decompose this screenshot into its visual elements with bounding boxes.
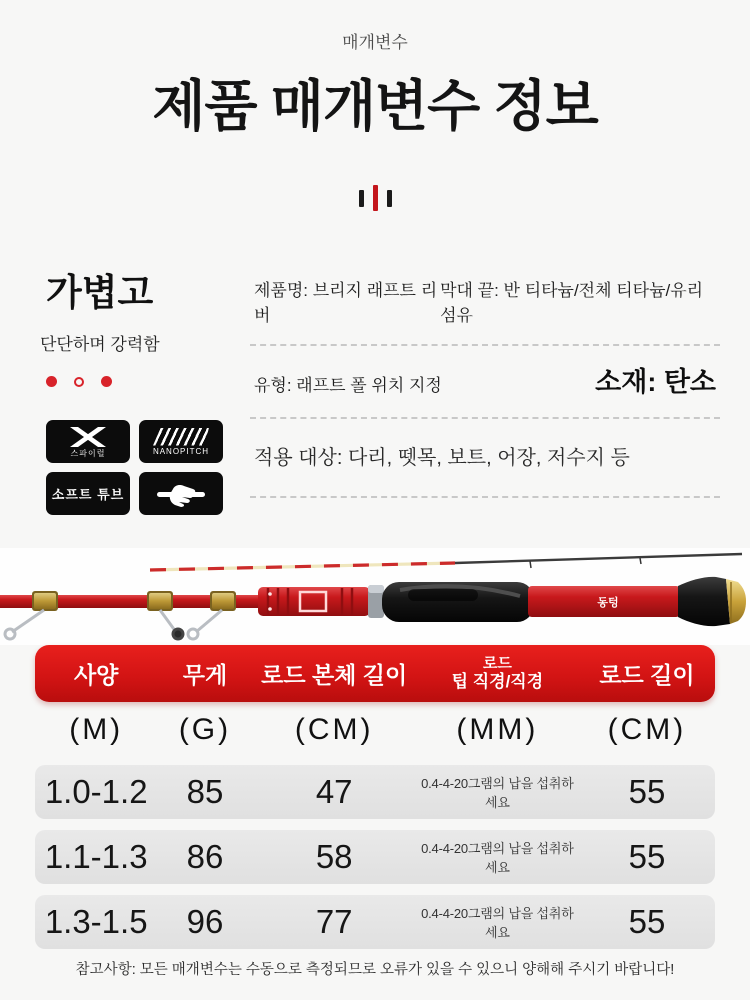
dot-filled: [101, 376, 112, 387]
feature-subline: 단단하며 강력함: [40, 335, 160, 354]
hand-grip-icon: [155, 480, 207, 508]
badge-spiral: [46, 420, 130, 463]
cell-spec: 1.3-1.5: [44, 903, 148, 940]
col-header-tip-line1: 로드: [482, 655, 512, 673]
detail-rod-tip: 막대 끝: 반 티타늄/전체 티타늄/유리섬유: [440, 281, 704, 325]
nanopitch-hatch-icon: [153, 428, 209, 446]
col-header-weight: 무게: [182, 662, 228, 688]
dashed-divider: [250, 496, 720, 498]
cell-tip-diameter: 0.4-4-20그램의 납을 섭취하세요: [421, 776, 574, 810]
cell-spec: 1.0-1.2: [44, 773, 148, 810]
feature-badges: [46, 420, 224, 515]
eyebrow-label: 매개변수: [342, 33, 408, 52]
spec-table: [35, 645, 715, 949]
bar-middle-red: [373, 185, 378, 211]
col-header-rod-length: 로드 길이: [599, 662, 695, 688]
col-header-tip-line2: 팁 직경/직경: [451, 672, 544, 692]
cell-weight: 86: [186, 838, 224, 875]
cell-weight: 96: [186, 903, 224, 940]
feature-dots: [46, 376, 112, 387]
table-row: [35, 895, 715, 949]
cell-weight: 85: [186, 773, 224, 810]
table-row: [35, 765, 715, 819]
table-row: [35, 830, 715, 884]
cell-body-length: 77: [315, 903, 353, 940]
unit-cm: (CM): [294, 713, 374, 746]
col-header-body-length: 로드 본체 길이: [261, 662, 408, 688]
unit-mm: (MM): [456, 713, 539, 746]
cell-rod-length: 55: [628, 903, 666, 940]
divider-bars-icon: [0, 184, 750, 212]
bar-right: [387, 190, 392, 207]
spec-units-row: [35, 706, 715, 754]
badge-grip: [139, 472, 223, 515]
detail-row-2: [250, 346, 720, 417]
page-title: 제품 매개변수 정보: [152, 75, 598, 137]
badge-nanopitch-label: NANOPITCH: [152, 446, 210, 456]
unit-g: (G): [178, 713, 232, 746]
detail-type: 유형: 래프트 폴 위치 지정: [254, 376, 442, 395]
feature-headline: 가볍고: [46, 272, 154, 313]
cell-tip-diameter: 0.4-4-20그램의 납을 섭취하세요: [421, 906, 574, 940]
dot-hollow: [74, 377, 84, 387]
badge-nanopitch: [139, 420, 223, 463]
cell-tip-diameter: 0.4-4-20그램의 납을 섭취하세요: [421, 841, 574, 875]
unit-m: (M): [69, 713, 124, 746]
dot-filled: [46, 376, 57, 387]
detail-material: 소재: 탄소: [595, 367, 716, 397]
badge-soft-tube: [46, 472, 130, 515]
badge-spiral-label: 스파이럴: [70, 448, 106, 458]
col-header-tip-diameter: [416, 655, 579, 692]
col-header-spec: 사양: [73, 662, 119, 688]
fishing-rod-image: [0, 540, 750, 645]
unit-cm: (CM): [607, 713, 687, 746]
spiral-x-icon: [66, 426, 110, 448]
rod-brand-label: 동텅: [597, 597, 619, 609]
cell-body-length: 47: [315, 773, 353, 810]
cell-rod-length: 55: [628, 838, 666, 875]
footnote: 참고사항: 모든 매개변수는 수동으로 측정되므로 오류가 있을 수 있으니 양해해 주시기 바랍니다!: [75, 962, 675, 978]
detail-row-1: [250, 262, 720, 344]
cell-body-length: 58: [315, 838, 353, 875]
product-details: [250, 262, 720, 498]
spec-table-header: [35, 645, 715, 702]
detail-product-name: 제품명: 브리지 래프트 리버: [254, 281, 438, 325]
badge-soft-tube-label: 소프트 튜브: [51, 487, 125, 502]
cell-spec: 1.1-1.3: [44, 838, 148, 875]
cell-rod-length: 55: [628, 773, 666, 810]
bar-left: [359, 190, 364, 207]
detail-application: 적용 대상: 다리, 뗏목, 보트, 어장, 저수지 등: [254, 447, 630, 469]
